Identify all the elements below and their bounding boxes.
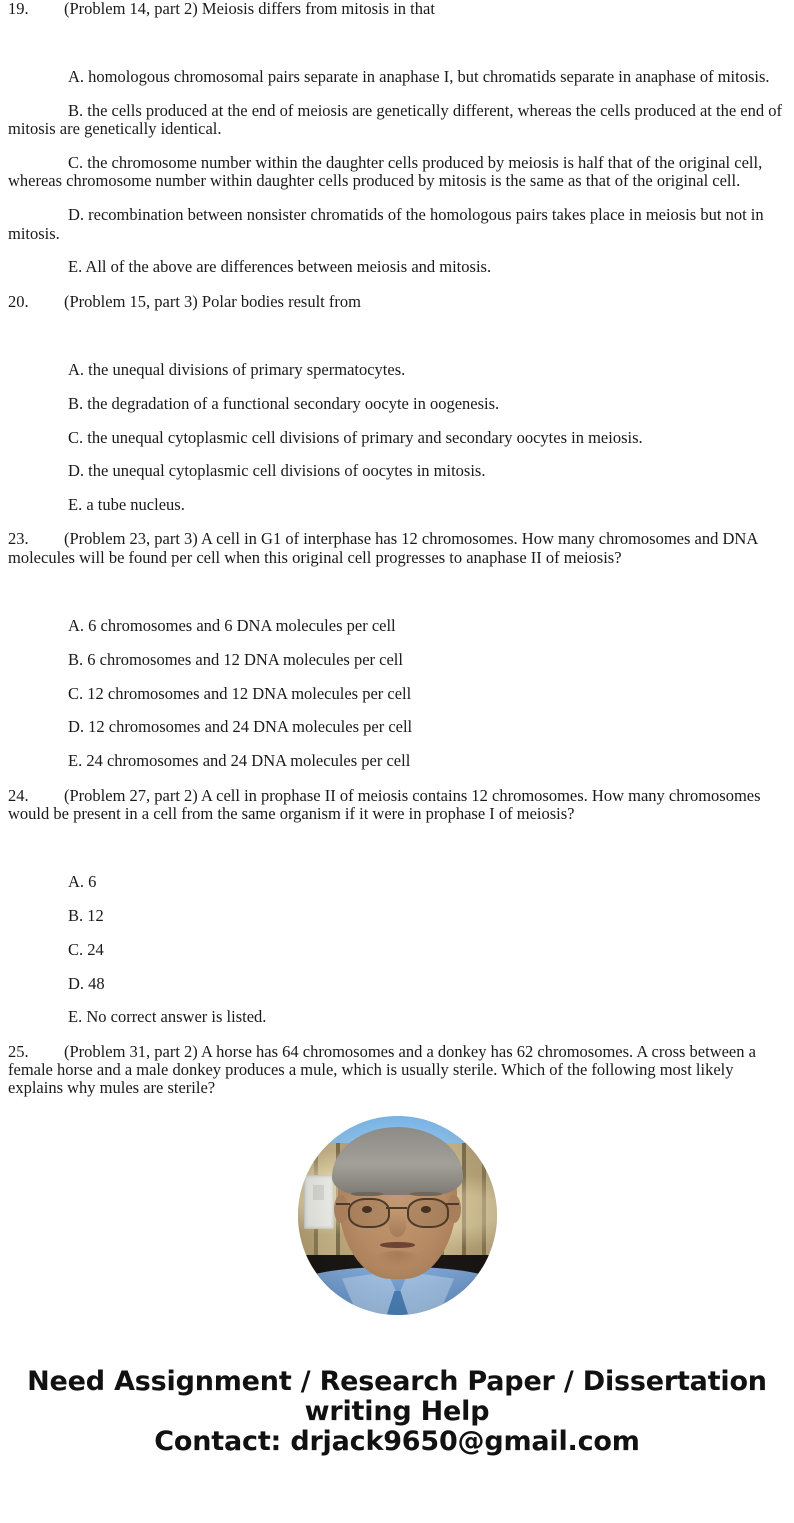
option-24-a[interactable]: A. 6 xyxy=(68,872,97,892)
question-number-23: 23. xyxy=(8,529,29,549)
question-text-25: (Problem 31, part 2) A horse has 64 chromosomes and a donkey has 62 chromosomes. A cross between a female horse and a male donkey produces a mule, which is usually sterile. Which of the following most likely explains why mules are sterile? xyxy=(8,1041,756,1098)
spacer xyxy=(0,771,794,787)
question-block-19 xyxy=(0,0,794,277)
option-24-b[interactable]: B. 12 xyxy=(68,905,104,925)
question-block-24 xyxy=(0,787,794,1027)
option-20-d[interactable]: D. the unequal cytoplasmic cell divisions of oocytes in mitosis. xyxy=(68,461,486,481)
question-block-20 xyxy=(0,293,794,515)
option-19-e[interactable]: E. All of the above are differences between meiosis and mitosis. xyxy=(68,257,492,277)
spacer xyxy=(0,18,794,68)
option-24-e[interactable]: E. No correct answer is listed. xyxy=(68,1007,267,1027)
question-text-20: (Problem 15, part 3) Polar bodies result from xyxy=(64,291,361,311)
option-23-e[interactable]: E. 24 chromosomes and 24 DNA molecules per cell xyxy=(68,751,411,771)
option-24-d[interactable]: D. 48 xyxy=(68,973,105,993)
option-23-c[interactable]: C. 12 chromosomes and 12 DNA molecules per cell xyxy=(68,683,412,703)
question-number-19: 19. xyxy=(8,0,29,18)
promo-footer xyxy=(0,1367,794,1457)
option-23-b[interactable]: B. 6 chromosomes and 12 DNA molecules per cell xyxy=(68,649,403,669)
spacer xyxy=(0,823,794,873)
question-number-25: 25. xyxy=(8,1041,29,1061)
avatar-vignette xyxy=(298,1116,497,1315)
option-20-b[interactable]: B. the degradation of a functional secondary oocyte in oogenesis. xyxy=(68,393,500,413)
option-19-b[interactable]: B. the cells produced at the end of meiosis are genetically different, whereas the cells produced at the end of mitosis are genetically identical. xyxy=(8,101,782,139)
question-number-24: 24. xyxy=(8,785,29,805)
option-20-a[interactable]: A. the unequal divisions of primary spermatocytes. xyxy=(68,359,406,379)
option-20-c[interactable]: C. the unequal cytoplasmic cell divisions of primary and secondary oocytes in meiosis. xyxy=(68,427,643,447)
question-text-24: (Problem 27, part 2) A cell in prophase II of meiosis contains 12 chromosomes. How many chromosomes would be present in a cell from the same organism if it were in prophase I of meiosis? xyxy=(8,785,761,823)
spacer xyxy=(0,514,794,530)
option-23-d[interactable]: D. 12 chromosomes and 24 DNA molecules per cell xyxy=(68,717,413,737)
question-stem-19 xyxy=(8,0,784,18)
question-block-25 xyxy=(0,1043,794,1098)
spacer xyxy=(0,277,794,293)
option-19-d[interactable]: D. recombination between nonsister chromatids of the homologous pairs takes place in meiosis but not in mitosis. xyxy=(8,205,764,243)
option-24-c[interactable]: C. 24 xyxy=(68,939,104,959)
option-20-e[interactable]: E. a tube nucleus. xyxy=(68,495,185,515)
question-block-23 xyxy=(0,530,794,770)
question-stem-25 xyxy=(8,1043,784,1098)
avatar xyxy=(298,1116,497,1315)
spacer xyxy=(0,567,794,617)
question-text-19: (Problem 14, part 2) Meiosis differs from mitosis in that xyxy=(64,0,435,18)
option-19-a[interactable]: A. homologous chromosomal pairs separate in anaphase I, but chromatids separate in anaphase of mitosis. xyxy=(68,67,770,87)
avatar-container xyxy=(0,1108,794,1323)
spacer xyxy=(0,311,794,361)
promo-contact-line: Contact: drjack9650@gmail.com xyxy=(154,1425,640,1457)
question-stem-24 xyxy=(8,787,784,824)
promo-line-2: writing Help xyxy=(304,1395,490,1427)
avatar-photo xyxy=(298,1116,497,1315)
question-stem-20 xyxy=(8,293,784,311)
option-19-c[interactable]: C. the chromosome number within the daughter cells produced by meiosis is half that of the original cell, whereas chromosome number within daughter cells produced by mitosis is the same as that of the original cell. xyxy=(8,153,763,191)
option-23-a[interactable]: A. 6 chromosomes and 6 DNA molecules per cell xyxy=(68,616,396,636)
question-text-23: (Problem 23, part 3) A cell in G1 of interphase has 12 chromosomes. How many chromosomes and DNA molecules will be found per cell when this original cell progresses to anaphase II of meiosis? xyxy=(8,529,758,567)
spacer xyxy=(0,1027,794,1043)
question-stem-23 xyxy=(8,530,784,567)
promo-line-1: Need Assignment / Research Paper / Dissertation xyxy=(27,1365,767,1397)
question-number-20: 20. xyxy=(8,291,29,311)
